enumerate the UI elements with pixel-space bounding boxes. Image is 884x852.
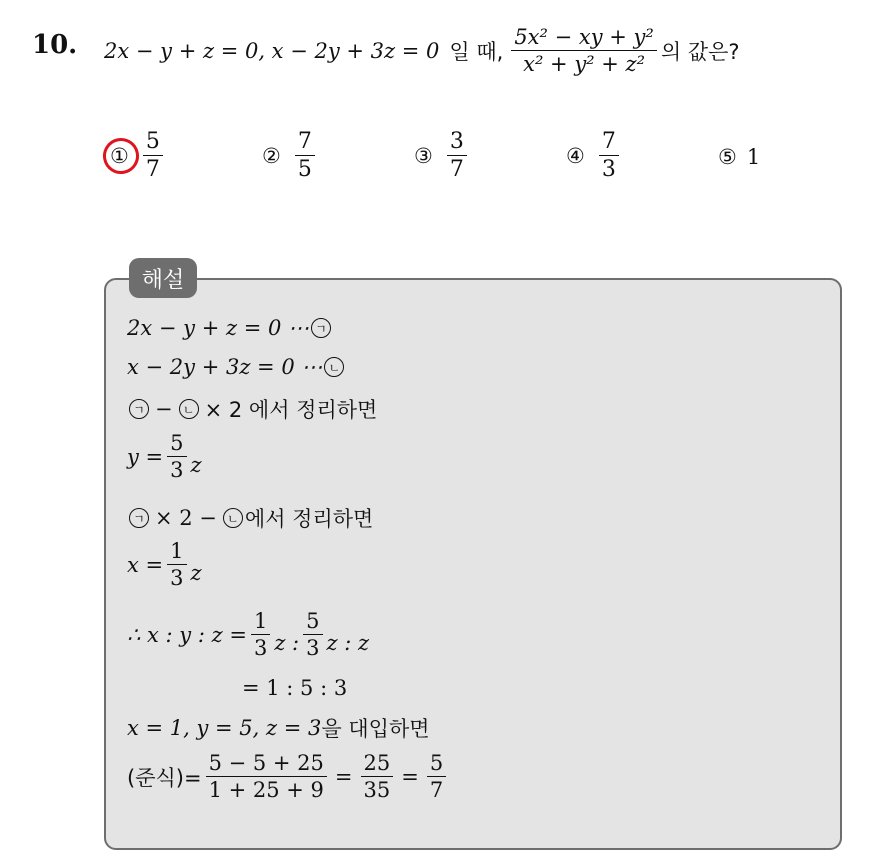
minus-sign: − <box>155 397 173 421</box>
equals-sign: = <box>401 764 419 789</box>
choice-5-value: 1 <box>746 145 761 169</box>
fraction-five-thirds <box>167 432 186 481</box>
solution-line-8 <box>242 676 347 700</box>
ratio-mid: z : <box>274 630 300 655</box>
fraction-final <box>427 752 446 801</box>
fraction-substituted <box>206 752 327 801</box>
denominator: 3 <box>306 636 320 661</box>
step-text: × 2 에서 정리하면 <box>204 398 378 422</box>
expression-denominator: x² + y² + z² <box>523 52 646 77</box>
fraction-one-third <box>167 540 186 589</box>
equation-2: x − 2y + 3z = 0 ⋯ <box>127 355 323 379</box>
choice-3-fraction <box>447 130 467 181</box>
choice-2-fraction <box>295 130 315 181</box>
question-expression <box>511 26 657 75</box>
denominator: 1 + 25 + 9 <box>208 778 324 803</box>
numerator: 1 <box>167 540 186 565</box>
ratio-lhs: ∴ x : y : z = <box>127 622 247 647</box>
denominator: 3 <box>170 566 184 591</box>
fraction-25-35 <box>361 752 394 801</box>
solution-line-2 <box>127 355 346 379</box>
choice-2-numerator: 7 <box>295 130 315 156</box>
solution-line-3 <box>127 394 377 424</box>
choice-2-denominator: 5 <box>297 157 312 183</box>
expression-numerator: 5x² − xy + y² <box>511 26 657 51</box>
label-nieun: ㄴ <box>324 357 344 377</box>
question-number: 10. <box>32 30 78 60</box>
question-conditions: 2x − y + z = 0, x − 2y + 3z = 0 <box>104 38 440 63</box>
equals-sign: = <box>334 764 353 789</box>
choice-3[interactable] <box>414 130 471 181</box>
choice-4-numerator: 7 <box>599 130 619 156</box>
solution-line-10 <box>127 752 450 801</box>
label-giyeok: ㄱ <box>311 318 331 338</box>
expression-label: (준식)= <box>127 765 202 790</box>
fraction-one-third <box>251 610 270 659</box>
denominator: 7 <box>429 778 444 803</box>
label-giyeok: ㄱ <box>129 508 149 528</box>
equation-1: 2x − y + z = 0 ⋯ <box>127 316 310 340</box>
denominator: 35 <box>363 778 391 803</box>
question-when: 일 때, <box>449 39 504 64</box>
step-text: 에서 정리하면 <box>244 507 374 531</box>
numerator: 5 <box>167 432 186 457</box>
numerator: 25 <box>361 752 394 777</box>
choice-1-fraction <box>143 130 163 181</box>
label-nieun: ㄴ <box>179 399 199 419</box>
ratio-end: z : z <box>326 630 370 655</box>
solution-line-9 <box>127 713 430 743</box>
label-giyeok: ㄱ <box>129 399 149 419</box>
ratio-result: = 1 : 5 : 3 <box>242 676 348 700</box>
choice-3-denominator: 7 <box>449 157 464 183</box>
choice-2[interactable] <box>262 130 319 181</box>
label-nieun: ㄴ <box>223 508 243 528</box>
y-equals: y = <box>127 444 164 469</box>
times-two-minus: × 2 − <box>155 506 217 530</box>
choice-1[interactable] <box>110 130 167 181</box>
choice-5[interactable] <box>718 145 760 169</box>
solution-line-7 <box>127 610 369 659</box>
x-equals: x = <box>127 552 164 577</box>
choice-1-numerator: 5 <box>143 130 163 156</box>
numerator: 1 <box>251 610 270 635</box>
fraction-five-thirds <box>303 610 322 659</box>
choice-1-mark: ① <box>110 143 129 168</box>
step-text: 을 대입하면 <box>321 717 430 741</box>
choice-4[interactable] <box>566 130 623 181</box>
solution-line-1 <box>127 316 333 340</box>
numerator: 5 <box>303 610 322 635</box>
denominator: 3 <box>170 458 184 483</box>
choice-4-denominator: 3 <box>601 157 616 183</box>
choice-3-numerator: 3 <box>447 130 467 156</box>
solution-line-6 <box>127 540 202 589</box>
numerator: 5 − 5 + 25 <box>206 752 327 777</box>
solution-line-5 <box>127 503 373 533</box>
solution-line-4 <box>127 432 202 481</box>
question-ask: 의 값은? <box>660 39 740 64</box>
substitution-values: x = 1, y = 5, z = 3 <box>127 716 322 740</box>
solution-tab: 해설 <box>129 258 197 298</box>
choice-3-mark: ③ <box>414 143 433 168</box>
choice-1-denominator: 7 <box>145 157 160 183</box>
denominator: 3 <box>253 636 268 661</box>
question-text <box>104 26 740 75</box>
variable-z: z <box>190 560 202 585</box>
choice-4-fraction <box>599 130 619 181</box>
numerator: 5 <box>427 752 446 777</box>
variable-z: z <box>190 452 202 477</box>
choice-5-mark: ⑤ <box>718 145 737 169</box>
choice-2-mark: ② <box>262 143 281 168</box>
choice-4-mark: ④ <box>566 143 585 168</box>
